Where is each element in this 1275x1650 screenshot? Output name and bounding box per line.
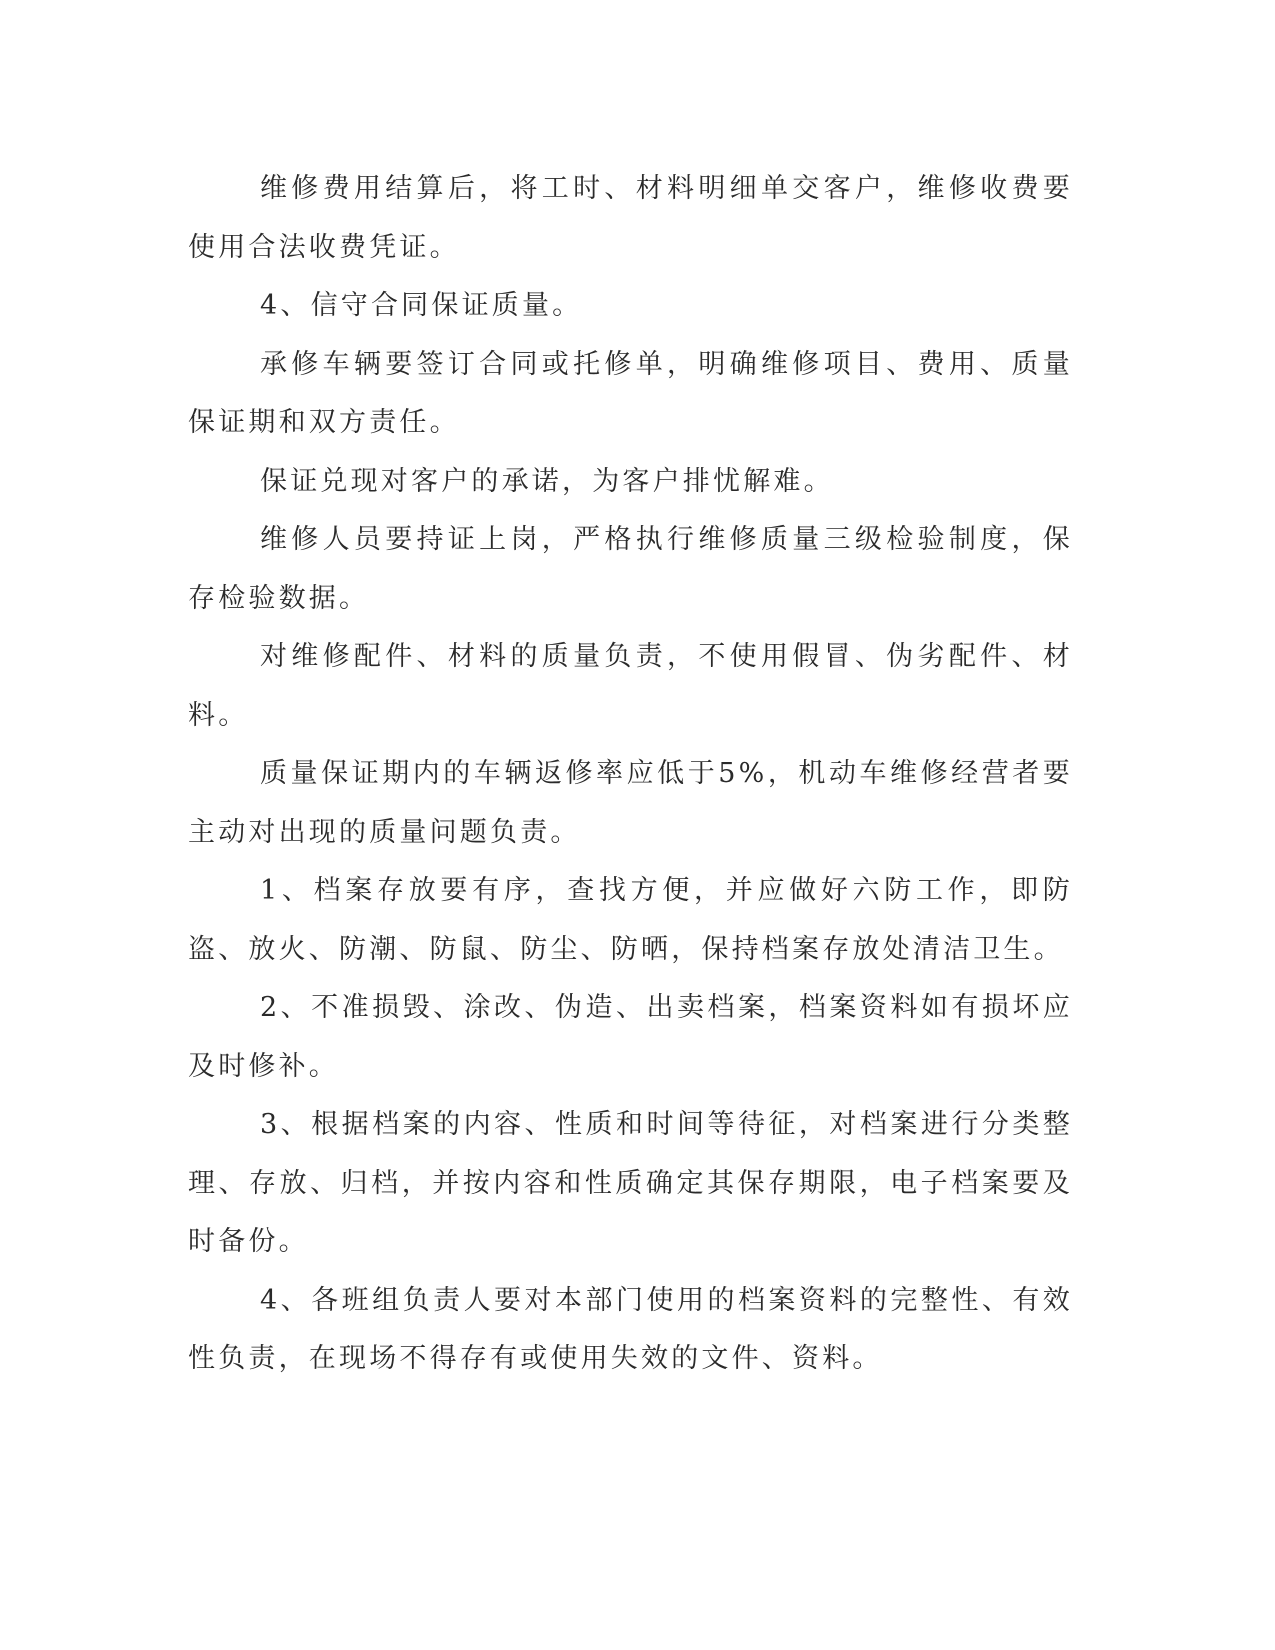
paragraph-parts-quality: 对维修配件、材料的质量负责，不使用假冒、伪劣配件、材料。 bbox=[188, 641, 1073, 731]
paragraph-settlement: 维修费用结算后，将工时、材料明细单交客户，维修收费要使用合法收费凭证。 bbox=[188, 173, 1073, 263]
paragraph-certification: 维修人员要持证上岗，严格执行维修质量三级检验制度，保存检验数据。 bbox=[188, 524, 1073, 614]
paragraph-archive-integrity: 2、不准损毁、涂改、伪造、出卖档案，档案资料如有损坏应及时修补。 bbox=[188, 992, 1073, 1082]
paragraph-archive-storage: 1、档案存放要有序，查找方便，并应做好六防工作，即防盗、放火、防潮、防鼠、防尘、防晒，保持档案存放处清洁卫生。 bbox=[188, 875, 1073, 965]
paragraph-archive-responsibility: 4、各班组负责人要对本部门使用的档案资料的完整性、有效性负责，在现场不得存有或使用失效的文件、资料。 bbox=[188, 1284, 1073, 1374]
paragraph-contract: 承修车辆要签订合同或托修单，明确维修项目、费用、质量保证期和双方责任。 bbox=[188, 348, 1073, 438]
document-body bbox=[188, 160, 1073, 1389]
paragraph-rework-rate: 质量保证期内的车辆返修率应低于5%，机动车维修经营者要主动对出现的质量问题负责。 bbox=[188, 758, 1073, 848]
paragraph-archive-classification: 3、根据档案的内容、性质和时间等待征，对档案进行分类整理、存放、归档，并按内容和性质确定其保存期限，电子档案要及时备份。 bbox=[188, 1109, 1073, 1257]
paragraph-promise: 保证兑现对客户的承诺，为客户排忧解难。 bbox=[260, 465, 834, 497]
paragraph-heading-contract-quality: 4、信守合同保证质量。 bbox=[260, 290, 583, 321]
